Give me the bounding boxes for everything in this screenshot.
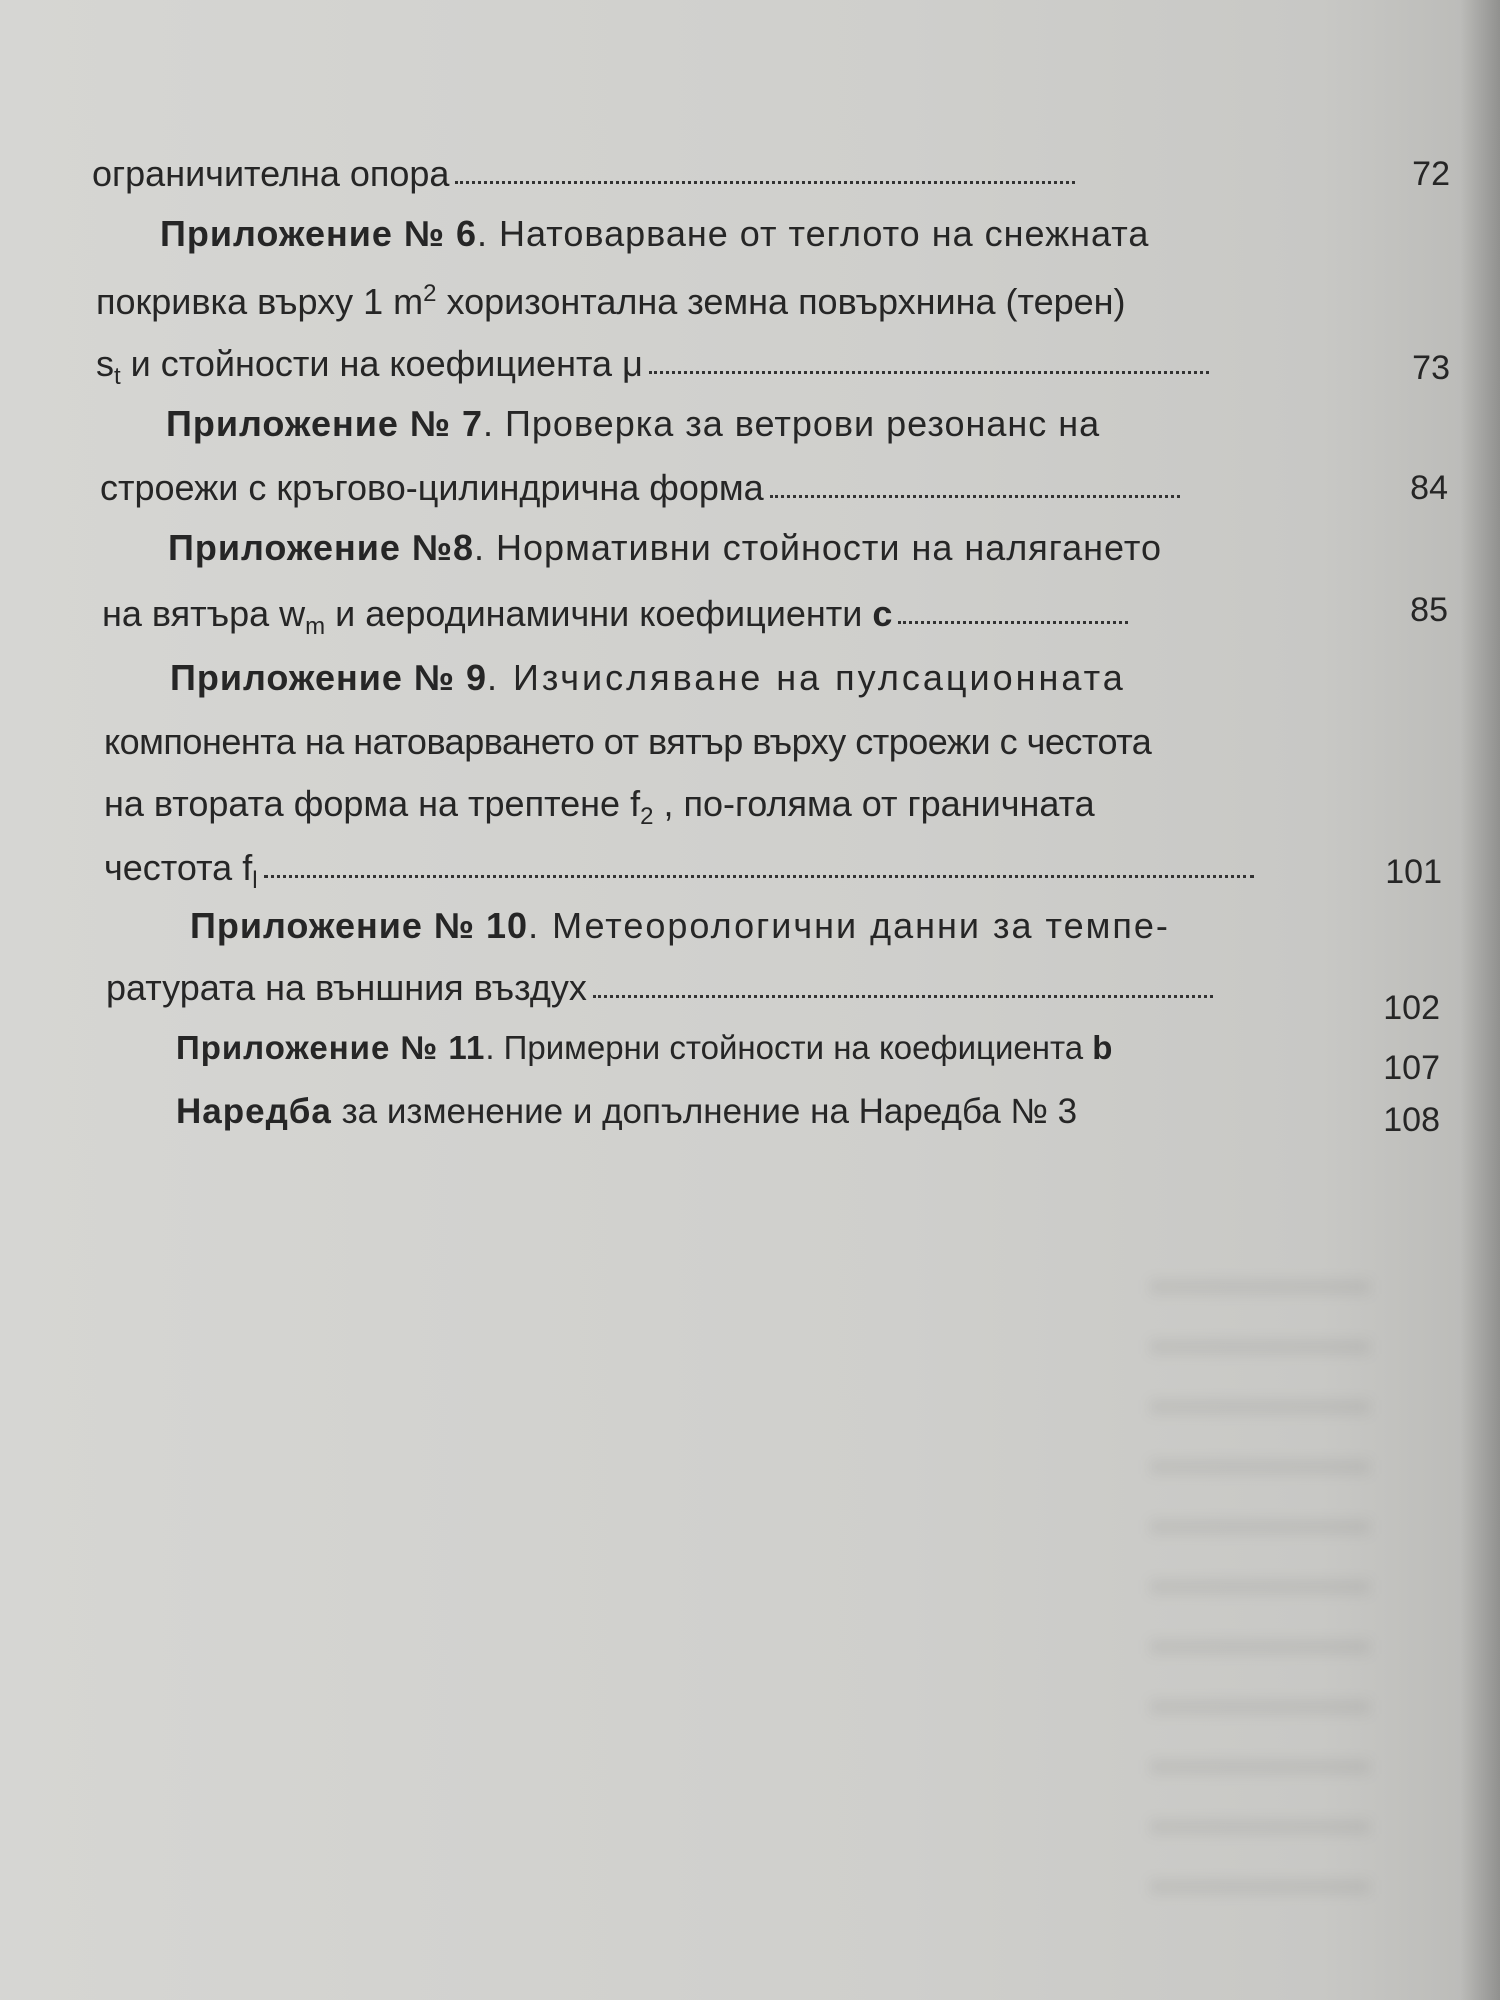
subscript: m	[305, 613, 326, 641]
page-number: 85	[1410, 591, 1448, 629]
toc-entry-text: . Примерни стойности на коефициента	[485, 1029, 1093, 1066]
toc-entry-text: ратурата на външния въздух	[106, 967, 587, 1008]
bleed-through-text	[1150, 1280, 1370, 1930]
toc-entry-text: s	[96, 343, 114, 384]
toc-entry-line	[104, 782, 1095, 839]
toc-entry-text: за изменение и допълнение на Наредба № 3	[331, 1092, 1078, 1131]
dot-leader	[770, 495, 1180, 498]
dot-leader	[898, 621, 1128, 624]
page-number: 72	[1412, 155, 1450, 193]
toc-entry-text: . Изчисляване на пулсационната	[487, 657, 1126, 698]
dot-leader	[455, 181, 1075, 184]
page-number: 84	[1410, 469, 1448, 507]
toc-entry-text: . Метеорологични данни за темпе-	[528, 905, 1170, 946]
toc-entry-text: покривка върху 1 m	[96, 281, 424, 322]
dot-leader	[649, 371, 1209, 374]
toc-entry-line	[160, 212, 1149, 256]
ordinance-title: Наредба	[176, 1092, 332, 1131]
toc-entry-text: компонента на натоварването от вятър върху строежи с честота	[104, 721, 1152, 762]
toc-entry-text: и аеродинамични коефициенти	[325, 593, 873, 634]
toc-entry-line	[104, 846, 1254, 903]
superscript: 2	[423, 280, 437, 307]
toc-entry-text: . Проверка за ветрови резонанс на	[483, 403, 1101, 444]
toc-entry-text: . Нормативни стойности на налягането	[474, 527, 1162, 568]
page-number: 107	[1383, 1049, 1440, 1087]
appendix-title: Приложение № 7	[166, 403, 484, 444]
appendix-title: Приложение № 9	[170, 657, 488, 698]
subscript: l	[252, 867, 258, 895]
toc-entry-line	[166, 402, 1100, 446]
symbol-c: с	[872, 593, 893, 634]
subscript: 2	[640, 803, 654, 831]
toc-entry-line	[170, 656, 1126, 700]
page-number: 102	[1383, 989, 1440, 1027]
toc-entry-line	[176, 1026, 1112, 1070]
subscript: t	[114, 363, 121, 391]
toc-entry-line	[104, 720, 1151, 764]
page-number: 101	[1385, 853, 1442, 891]
toc-entry-text: , по-голяма от граничната	[653, 783, 1095, 824]
toc-entry-text: строежи с кръгово-цилиндрична форма	[100, 467, 764, 508]
toc-entry-line	[102, 592, 1128, 649]
toc-entry-text: честота f	[104, 847, 253, 888]
appendix-title: Приложение №8	[168, 527, 475, 568]
toc-entry-line	[176, 1090, 1077, 1134]
toc-entry-text: хоризонтална земна повърхнина (терен)	[436, 281, 1126, 322]
appendix-title: Приложение № 6	[160, 213, 478, 254]
toc-entry-line	[168, 526, 1162, 570]
toc-entry-text: и стойности на коефициента μ	[120, 343, 643, 384]
toc-entry-text: ограничителна опора	[92, 153, 450, 194]
toc-entry-line	[96, 342, 1209, 399]
toc-entry-line	[96, 272, 1126, 324]
appendix-title: Приложение № 11	[176, 1029, 486, 1066]
toc-entry-text: на втората форма на трептене f	[104, 783, 641, 824]
appendix-title: Приложение № 10	[190, 905, 529, 946]
dot-leader	[264, 875, 1254, 878]
toc-entry-line	[106, 966, 1213, 1010]
toc-entry-line	[190, 904, 1170, 948]
toc-entry-line	[92, 152, 1075, 196]
toc-entry-line	[100, 466, 1180, 510]
toc-entry-text: . Натоварване от теглото на снежната	[477, 213, 1150, 254]
toc-entry-text: на вятъра w	[102, 593, 306, 634]
dot-leader	[593, 995, 1213, 998]
symbol-b: b	[1092, 1029, 1113, 1066]
page-number: 108	[1383, 1101, 1440, 1139]
page-number: 73	[1412, 349, 1450, 387]
